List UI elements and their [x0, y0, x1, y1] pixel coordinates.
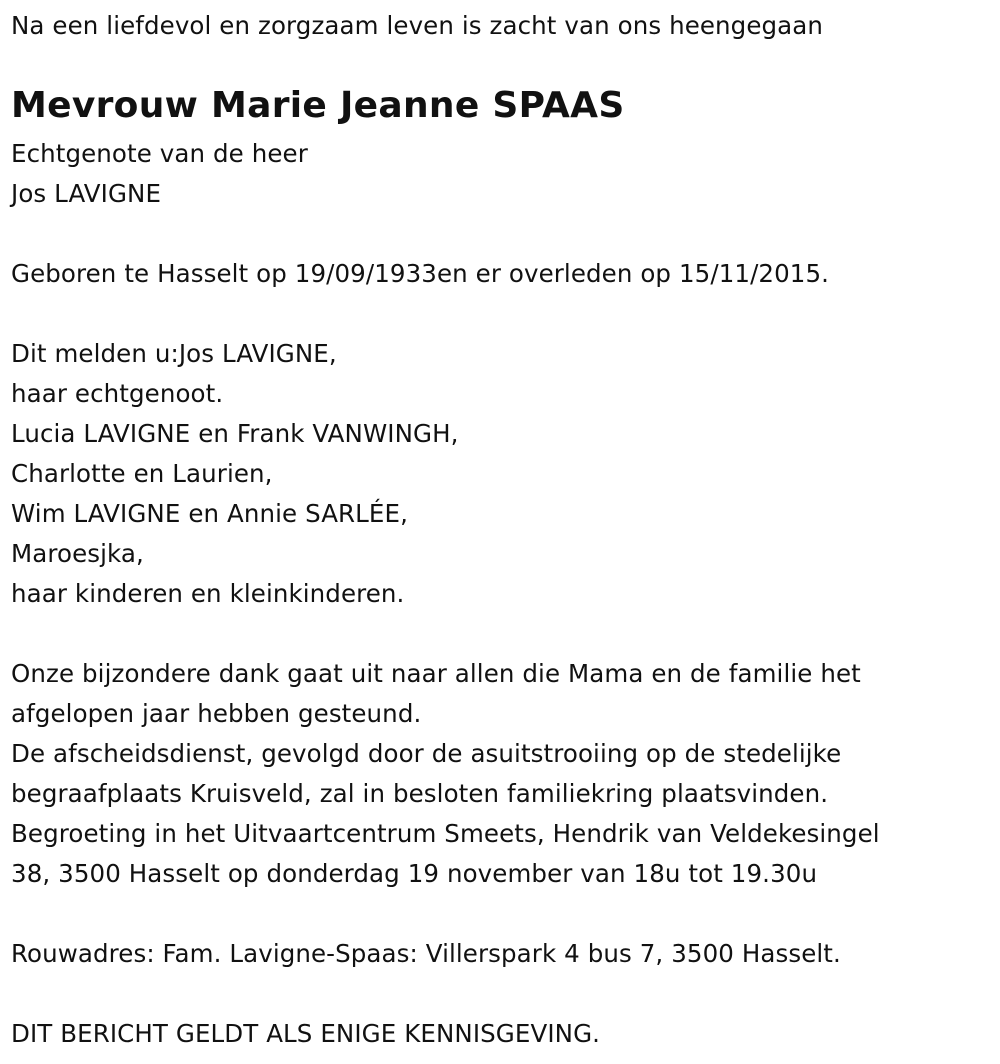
thanks-line: Onze bijzondere dank gaat uit naar allen die Mama en de familie het [11, 659, 861, 688]
mourners-block [11, 334, 459, 614]
spouse-line: Jos LAVIGNE [11, 179, 162, 208]
spouse-block [11, 134, 308, 214]
birth-death-line: Geboren te Hasselt op 19/09/1933en er overleden op 15/11/2015. [11, 259, 830, 288]
service-line: begraafplaats Kruisveld, zal in besloten familiekring plaatsvinden. [11, 779, 829, 808]
mourner-line: Maroesjka, [11, 539, 144, 568]
visitation-line: 38, 3500 Hasselt op donderdag 19 november van 18u tot 19.30u [11, 859, 818, 888]
mourner-line: haar kinderen en kleinkinderen. [11, 579, 405, 608]
deceased-name: Mevrouw Marie Jeanne SPAAS [11, 85, 625, 126]
address-block [11, 934, 841, 974]
mourning-address: Rouwadres: Fam. Lavigne-Spaas: Villerspark 4 bus 7, 3500 Hasselt. [11, 939, 841, 968]
spouse-line: Echtgenote van de heer [11, 139, 308, 168]
mourner-line: Lucia LAVIGNE en Frank VANWINGH, [11, 419, 459, 448]
final-note-block [11, 1014, 600, 1054]
mourner-line: Wim LAVIGNE en Annie SARLÉE, [11, 499, 408, 528]
thanks-line: afgelopen jaar hebben gesteund. [11, 699, 422, 728]
visitation-line: Begroeting in het Uitvaartcentrum Smeets, Hendrik van Veldekesingel [11, 819, 880, 848]
mourner-line: Charlotte en Laurien, [11, 459, 273, 488]
final-note: DIT BERICHT GELDT ALS ENIGE KENNISGEVING. [11, 1019, 601, 1048]
birth-death-block [11, 254, 829, 294]
service-line: De afscheidsdienst, gevolgd door de asuitstrooiing op de stedelijke [11, 739, 842, 768]
thanks-service-block [11, 654, 880, 894]
mourner-line: haar echtgenoot. [11, 379, 224, 408]
intro-line: Na een liefdevol en zorgzaam leven is zacht van ons heengegaan [11, 11, 824, 40]
mourner-line: Dit melden u:Jos LAVIGNE, [11, 339, 337, 368]
